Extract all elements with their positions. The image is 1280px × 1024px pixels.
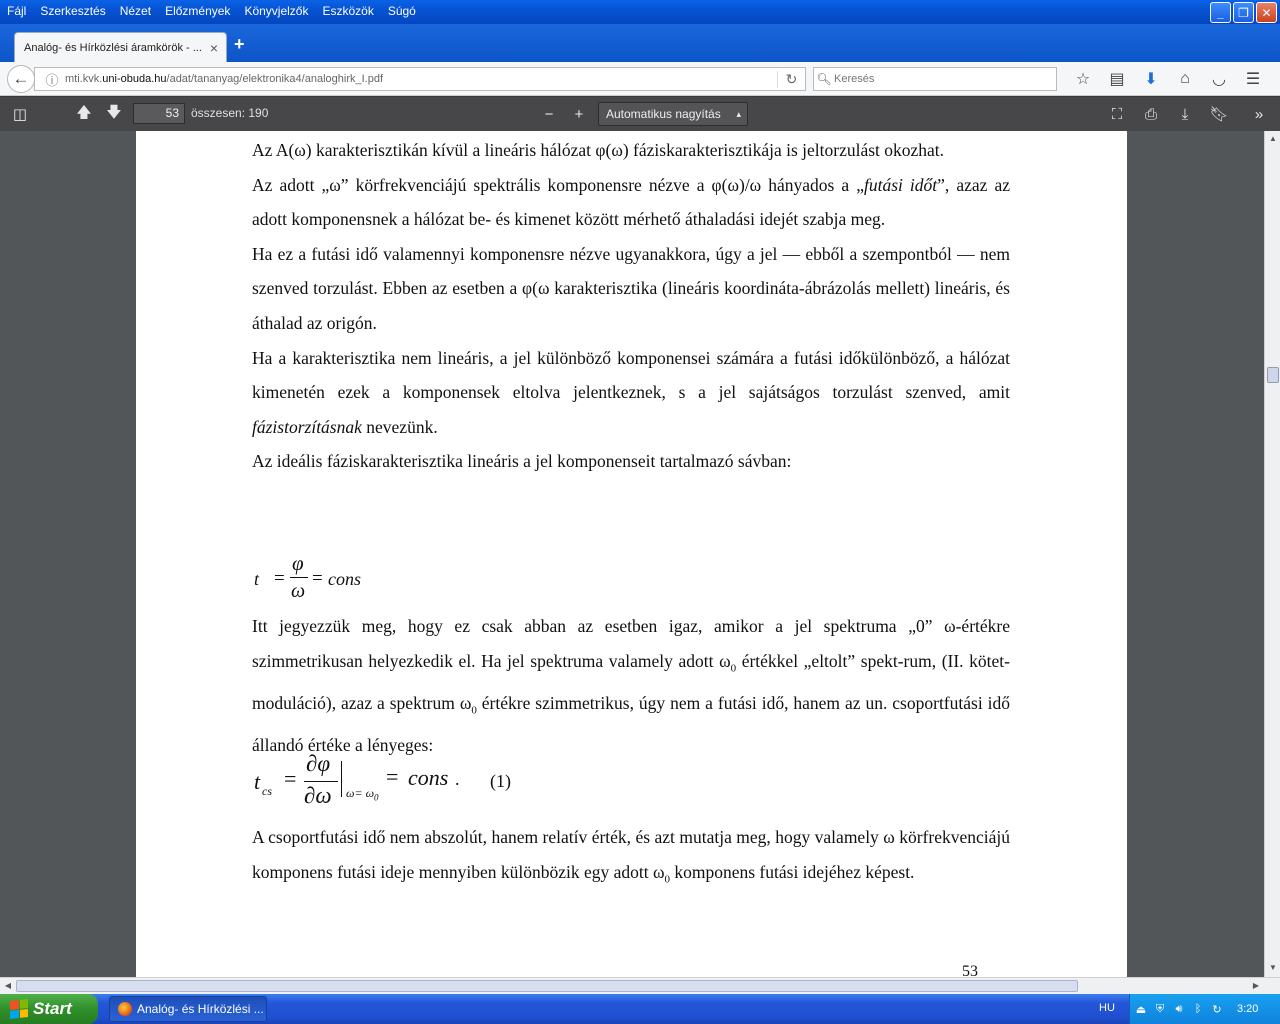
taskbar-item-label: Analóg- és Hírközlési ... [137,1002,264,1016]
page-number-input[interactable]: 53 [133,103,185,124]
new-tab-button[interactable]: + [234,34,245,54]
start-button[interactable] [0,994,98,1024]
volume-icon[interactable]: 🔊︎ [1175,1002,1183,1015]
horizontal-scrollbar[interactable] [0,977,1280,994]
eq2-lhs: t [254,769,261,794]
menu-bookmarks[interactable]: Könyvjelzők [244,4,309,18]
paragraph-equal-delay: Ha ez a futási idő valamennyi komponensre nézve ugyanakkora, úgy a jel — ebből a szempontból — nem szenved torzulást. Ebben az esetben a φ(ω karakterisztika (lineáris koordináta-ábrázolás mellett) lineáris, és áthalad az origón. [252,243,1010,333]
p2-italic: futási időt [863,174,938,195]
url-prefix: mti.kvk. [65,73,103,85]
p6-text-c: értékre szimmetrikus, úgy nem a futási idő, hanem az un. csoportfutási idő állandó értéke a lényeges: [252,692,1010,755]
eq2-rhs: cons [408,765,449,790]
eq2-fraction-bar [304,781,338,782]
scroll-left-icon[interactable]: ◀ [4,981,12,990]
eq1-equals-2: = [312,568,323,589]
eq2-condition [346,786,379,802]
url-host: uni-obuda.hu [102,73,167,85]
page-text-3 [252,820,1010,897]
tab-active[interactable] [14,32,227,62]
p4-italic: fázistorzításnak [252,416,362,437]
scroll-up-icon[interactable]: ▲ [1269,134,1277,143]
security-shield-icon[interactable]: ⛨ [1155,1002,1165,1015]
page-text [252,133,1010,479]
back-arrow-icon: ← [12,69,30,88]
pocket-icon[interactable]: ◡ [1212,71,1226,88]
p2-text-a: Az adott „ω” körfrekvenciájú spektrális komponensre nézve a φ(ω)/ω hányados a „ [252,174,864,195]
eq1-equals: = [274,568,285,589]
p7-sub: 0 [664,873,670,886]
window-titlebar [0,0,1280,24]
paragraph-group-delay [252,609,1010,762]
taskbar [0,994,1280,1024]
paragraph-runtime [252,168,1010,237]
bookmark-star-icon[interactable]: ☆ [1075,71,1091,88]
vertical-scroll-thumb[interactable] [1267,367,1279,383]
pdf-page [136,131,1127,977]
site-info-icon[interactable]: ⓘ [45,72,59,88]
eq2-numerator: ∂φ [306,751,331,776]
eq2-denominator: ∂ω [304,783,332,808]
url-path: /adat/tananyag/elektronika4/analoghirk_I.pdf [166,73,384,85]
minimize-button[interactable]: _ [1210,2,1231,23]
p6-sub1: 0 [730,662,737,675]
previous-page-icon[interactable]: 🡅 [76,103,92,121]
scroll-down-icon[interactable]: ▼ [1269,963,1277,972]
zoom-in-icon[interactable]: + [574,105,584,123]
downloads-icon[interactable]: ⬇ [1144,71,1158,88]
fullscreen-icon[interactable]: ⛶ [1111,105,1123,123]
restore-button[interactable]: ❐ [1233,2,1254,23]
paragraph-relative [252,820,1010,897]
paragraph-ideal: Az ideális fáziskarakterisztika lineáris a jel komponenseit tartalmazó sávban: [252,451,792,472]
eq2-dot: . [455,769,460,789]
eq2-lhs-sub: cs [262,784,272,798]
save-icon[interactable]: ⤓ [1181,105,1189,123]
reading-list-icon[interactable]: ▤ [1109,71,1125,88]
sidebar-toggle-icon[interactable]: ◫ [12,106,28,123]
update-icon[interactable]: ↻ [1212,1003,1222,1016]
eq1-numerator: φ [292,551,304,575]
p6-text-a: Itt jegyezzük meg, hogy ez csak abban az esetben igaz, amikor a jel spektruma „0” ω-értékre szimmetrikusan helyezkedik el. Ha jel spektruma valamely adott ω [252,616,1010,671]
paragraph-phase-distortion [252,341,1010,445]
menu-edit[interactable]: Szerkesztés [40,4,106,18]
navigation-bar [0,62,1280,96]
next-page-icon[interactable]: 🡇 [106,103,122,121]
menu-bar [0,0,423,22]
eq2-equals: = [284,766,297,791]
eq1-fraction-bar [290,577,308,578]
eq2-equals-2: = [386,764,399,789]
p7-text-b: komponens futási idejéhez képest. [669,861,915,882]
system-tray [1129,994,1280,1024]
p2-text-b: ”, azaz az adott komponensnek a hálózat be- és kimenet között mérhető áthaladási idejét szabja meg. [252,174,1011,230]
tab-strip [0,24,1280,62]
hamburger-menu-icon[interactable]: ☰ [1245,71,1261,88]
p7-text-a: A csoportfutási idő nem abszolút, hanem relatív érték, és azt mutatja meg, hogy valamely ω körfrekvenciájú komponens futási ideje mennyiben különbözik egy adott ω [252,827,1010,882]
p6-text-b: értékkel „eltolt” spekt-rum, (II. kötet- moduláció), azaz a spektrum ω [252,650,1010,713]
print-icon[interactable]: ⎙ [1144,105,1157,123]
p4-text-a: Ha a karakterisztika nem lineáris, a jel különböző komponensei számára a futási időkülönböző, a hálózat kimenetén ezek a komponensek eltolva jelentkeznek, s a jel sajátságos torzulást szenved, amit [252,347,1010,403]
language-indicator[interactable]: HU [1099,1002,1115,1014]
menu-tools[interactable]: Eszközök [322,4,374,18]
p4-text-b: nevezünk. [361,416,438,437]
search-input[interactable] [834,73,1044,85]
eq2-label: (1) [490,771,511,791]
page-footer-number: 53 [962,963,978,977]
eq1-lhs: t [254,569,260,589]
url-bar[interactable] [34,67,806,91]
home-icon[interactable]: ⌂ [1180,70,1190,87]
reload-icon[interactable]: ↻ [777,71,805,88]
safely-remove-icon[interactable]: ⏏ [1135,1003,1147,1016]
menu-history[interactable]: Előzmények [165,4,231,18]
p6-sub2: 0 [471,704,477,717]
start-label: Start [33,999,72,1018]
equation-group-delay [254,751,554,815]
zoom-value: Automatikus nagyítás [606,107,721,121]
menu-file[interactable]: Fájl [7,4,27,18]
eq2-cond-sub: 0 [374,792,379,803]
menu-view[interactable]: Nézet [119,4,152,18]
clock: 3:20 [1237,1003,1259,1015]
vertical-scrollbar[interactable] [1264,131,1280,977]
close-window-button[interactable]: ✕ [1256,2,1277,23]
tab-title: Analóg- és Hírközlési áramkörök - ... [24,41,202,54]
eq1-rhs: cons [328,569,361,589]
bookmark-view-icon[interactable]: 🔖︎ [1209,106,1229,123]
eq2-cond-text: ω= ω [346,786,375,800]
firefox-icon [118,1002,132,1016]
scroll-right-icon[interactable]: ▶ [1252,981,1260,990]
zoom-select[interactable] [598,102,748,126]
bluetooth-icon[interactable]: ᛒ [1194,1003,1202,1015]
url-text[interactable] [65,73,777,85]
equation-runtime [254,553,394,607]
taskbar-item-firefox[interactable] [109,996,267,1022]
select-arrows-icon: ▴ [736,109,741,119]
eq2-eval-bar [341,761,342,797]
search-icon: 🔍︎ [816,72,832,86]
zoom-out-icon[interactable]: − [544,105,554,123]
tools-chevron-icon[interactable]: » [1254,105,1264,123]
pdf-toolbar [0,97,1280,131]
back-button[interactable] [7,65,35,93]
menu-help[interactable]: Súgó [387,4,416,18]
page-text-2 [252,609,1010,762]
horizontal-scroll-thumb[interactable] [16,980,1078,992]
paragraph-phase: Az A(ω) karakterisztikán kívül a lineáris hálózat φ(ω) fáziskarakterisztikája is jeltorzulást okozhat. [252,140,945,160]
eq1-denominator: ω [291,580,306,602]
page-total: összesen: 190 [191,106,269,120]
pdf-viewer[interactable] [0,131,1264,977]
search-bar[interactable] [813,67,1057,91]
windows-logo-icon [10,999,28,1019]
tab-close-icon[interactable]: × [209,39,219,56]
